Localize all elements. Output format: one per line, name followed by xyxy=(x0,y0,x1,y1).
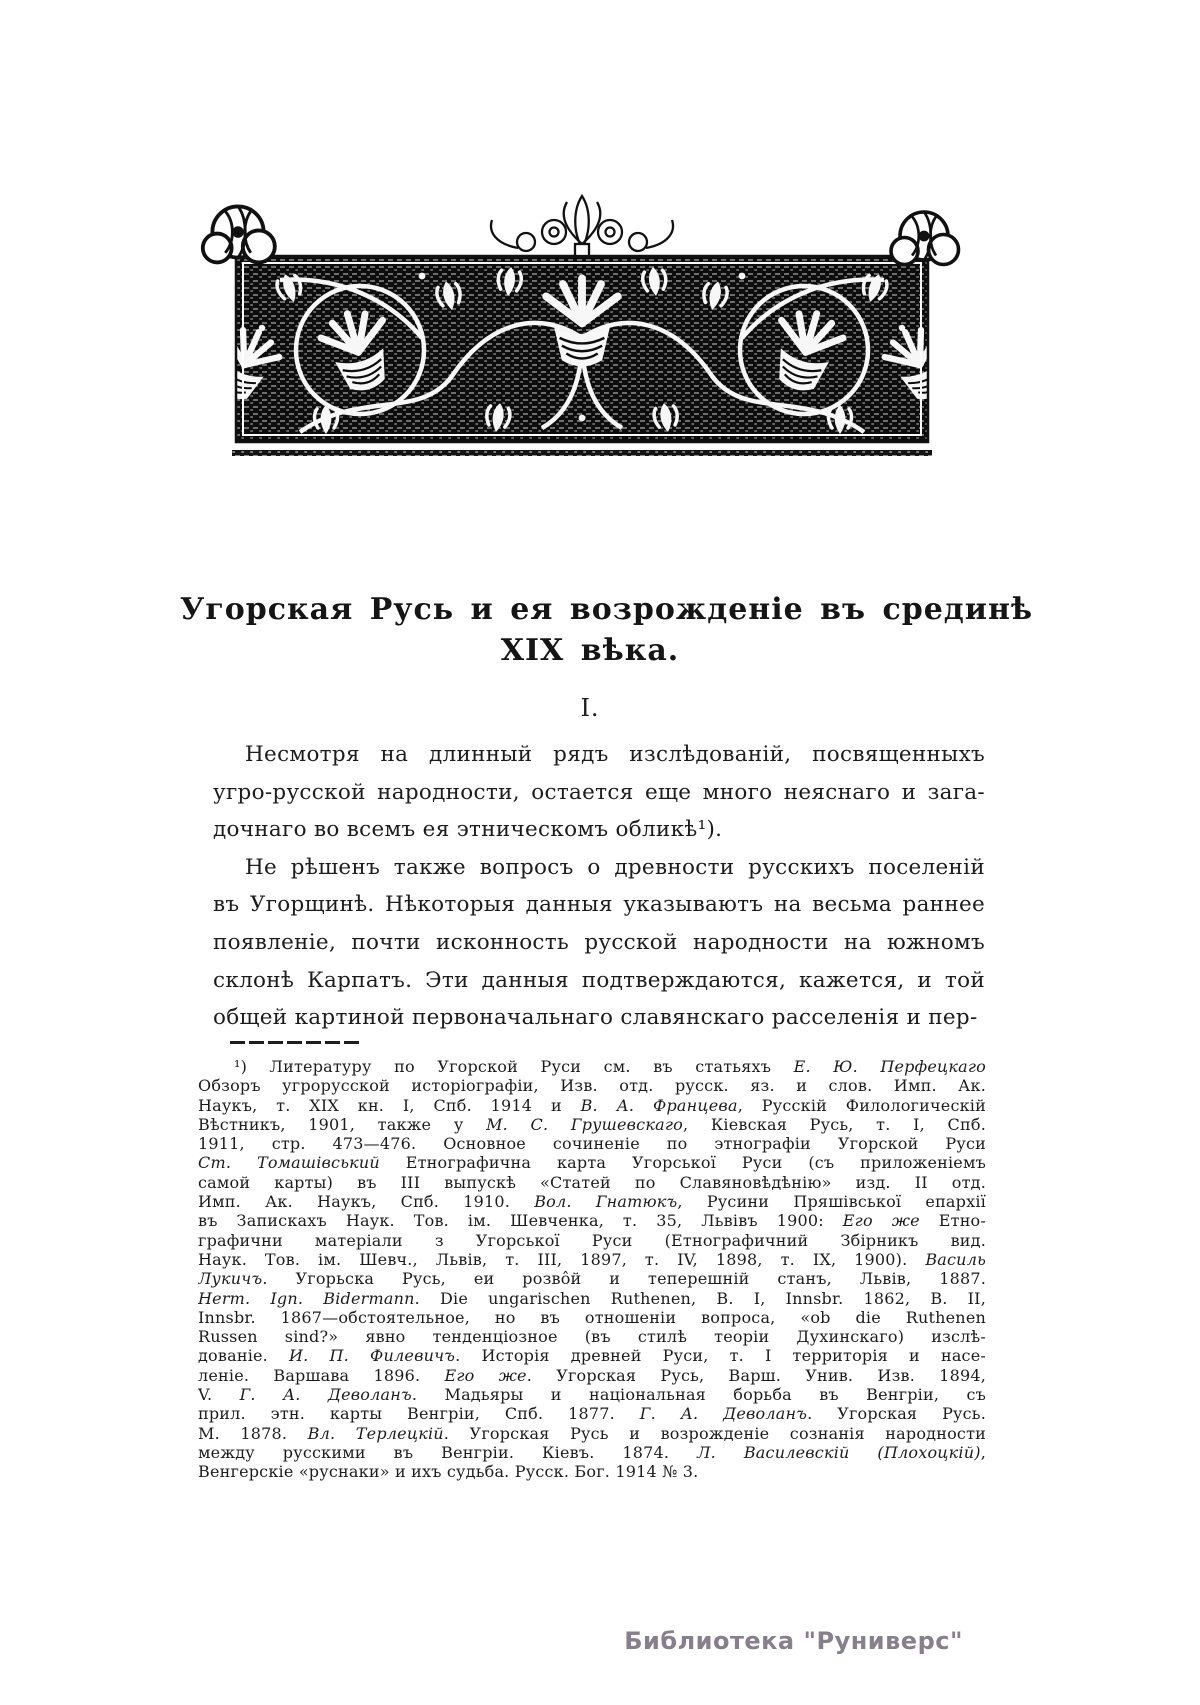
ornament-right-rosette xyxy=(891,212,959,265)
footnote-line: Наук. Тов. ім. Шевч., Львів, т. III, 1897, т. IV, 1898, т. IX, 1900). Василь xyxy=(198,1249,986,1269)
section-numeral: I. xyxy=(580,694,600,722)
footnote-line: М. 1878. Вл. Терлецкій. Угорская Русь и возрожденіе сознанія народности xyxy=(198,1423,986,1443)
footnote-line: Вѣстникъ, 1901, также у М. С. Грушевскаго, Кіевская Русь, т. I, Спб. xyxy=(198,1114,986,1134)
footnote-line: графични матеріали з Угорської Руси (Етнографичний Збірникъ вид. xyxy=(198,1230,986,1250)
footnote-line: Russen sind?» явно тенденціозное (въ стилѣ теоріи Духинскаго) изслѣ- xyxy=(198,1327,986,1347)
footnote-line: Наукъ, т. XIX кн. I, Спб. 1914 и В. А. Францева, Русскій Филологическій xyxy=(198,1095,986,1115)
footnote-line: Innsbr. 1867—обстоятельное, но въ отношеніи вопроса, «ob die Ruthenen xyxy=(198,1307,986,1327)
article-title-line1: Угорская Русь и ея возрожденіе въ срединѣ xyxy=(180,592,1034,627)
body-line: угро-русской народности, остается еще много неяснаго и зага- xyxy=(213,779,985,805)
footnote-line: V. Г. А. Деволанъ. Мадьяры и національная борьба въ Венгріи, съ xyxy=(198,1385,986,1405)
body-line: дочнаго во всемъ ея этническомъ обликѣ¹). xyxy=(213,817,723,843)
body-line: въ Угорщинѣ. Нѣкоторыя данныя указываютъ на весьма раннее xyxy=(213,892,985,918)
footnote-line: Herm. Ign. Bidermann. Die ungarischen Ruthenen, B. I, Innsbr. 1862, B. II, xyxy=(198,1288,986,1308)
article-title-line2: XIX вѣка. xyxy=(500,633,680,668)
footnote-line: Обзоръ угрорусской исторіографіи, Изв. отд. русск. яз. и слов. Имп. Ак. xyxy=(198,1076,986,1096)
body-line: Не рѣшенъ также вопросъ о древности русскихъ поселеній xyxy=(245,854,985,880)
article-title xyxy=(180,589,1034,671)
body-line: появленіе, почти исконность русской народности на южномъ xyxy=(213,929,985,955)
footnote-block xyxy=(198,1057,986,1482)
body-text xyxy=(213,736,985,1037)
footnote-line: Ст. Томашівський Етнографична карта Угорської Руси (съ приложеніемъ xyxy=(198,1153,986,1173)
footnote-line: въ Запискахъ Наук. Тов. ім. Шевченка, т. 35, Львівъ 1900: Его же Етно- xyxy=(198,1211,986,1231)
ornament-center-crest xyxy=(491,196,673,256)
ornament-left-rosette xyxy=(203,206,275,262)
footnote-separator-rule xyxy=(230,1041,360,1044)
footnote-line: прил. этн. карты Венгріи, Спб. 1877. Г. А. Деволанъ. Угорская Русь. xyxy=(198,1404,986,1424)
footnote-line: ¹) Литературу по Угорской Руси см. въ статьяхъ Е. Ю. Перфецкаго xyxy=(234,1057,986,1076)
footnote-line: между русскими въ Венгріи. Кіевъ. 1874. Л. Василевскій (Плохоцкій), xyxy=(198,1442,986,1462)
footnote-line: 1911, стр. 473—476. Основное сочиненіе по этнографіи Угорской Руси xyxy=(198,1134,986,1154)
body-line: Несмотря на длинный рядъ изслѣдованій, посвященныхъ xyxy=(245,742,985,767)
paragraph xyxy=(213,849,985,1037)
library-watermark: Библиотека "Руниверс" xyxy=(624,1627,963,1655)
footnote-line: Лукичъ. Угорьска Русь, еи розвôй и теперешній станъ, Львів, 1887. xyxy=(198,1269,986,1289)
headpiece-ornament xyxy=(190,180,980,465)
footnote-line: самой карты) въ III выпускѣ «Статей по Славяновѣдѣнію» изд. II отд. xyxy=(198,1172,986,1192)
body-line: общей картиной первоначальнаго славянскаго расселенія и пер- xyxy=(213,1005,978,1031)
footnote-line: дованіе. И. П. Филевичъ. Исторія древней Руси, т. I территорія и насе- xyxy=(198,1346,986,1366)
paragraph xyxy=(213,736,985,849)
footnote-line: леніе. Варшава 1896. Его же. Угорская Русь, Варш. Унив. Изв. 1894, xyxy=(198,1365,986,1385)
footnote-line: Венгерскіе «руснаки» и ихъ судьба. Русск. Бог. 1914 № 3. xyxy=(198,1462,699,1482)
footnote-line: Имп. Ак. Наукъ, Спб. 1910. Вол. Гнатюкъ, Русини Пряшівської епархії xyxy=(198,1192,986,1212)
body-line: склонѣ Карпатъ. Эти данныя подтверждаются, кажется, и той xyxy=(213,967,985,993)
